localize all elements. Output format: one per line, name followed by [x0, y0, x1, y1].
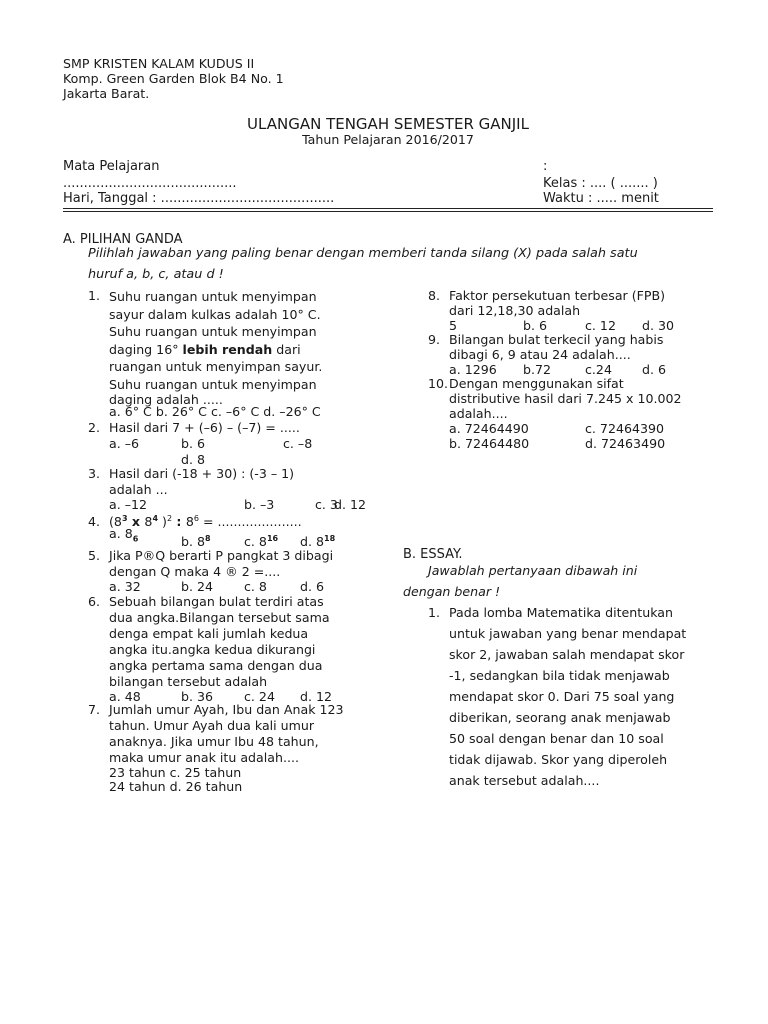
question-number: 8. — [428, 288, 441, 303]
question-text: Jumlah umur Ayah, Ibu dan Anak 123 — [109, 702, 344, 717]
subject-colon: : — [543, 159, 548, 174]
option-a: a. 72464490 — [449, 421, 529, 436]
option-d: d. 6 — [300, 579, 325, 594]
option-c: c. 8 — [244, 579, 267, 594]
option-b: b. –3 — [244, 497, 275, 512]
question-text: Hasil dari 7 + (–6) – (–7) = ..... — [109, 420, 300, 435]
essay-question-1 — [428, 605, 728, 805]
question-number: 2. — [88, 420, 101, 435]
option-a: a. –6 — [109, 436, 140, 451]
section-b-instruction-1: Jawablah pertanyaan dibawah ini — [428, 563, 638, 578]
section-a-instruction-1: Pilihlah jawaban yang paling benar dengan memberi tanda silang (X) pada salah satu — [88, 246, 638, 261]
question-text: Jika P®Q berarti P pangkat 3 dibagi — [109, 548, 334, 563]
question-text: Sebuah bilangan bulat terdiri atas — [109, 594, 324, 609]
question-text: angka pertama sama dengan dua — [109, 658, 323, 673]
option-a: a. $8_6$ — [109, 526, 139, 544]
exam-title: ULANGAN TENGAH SEMESTER GANJIL — [247, 115, 529, 133]
option-d: d. 72463490 — [585, 436, 666, 451]
class-field: Kelas : .... ( ....... ) — [543, 176, 658, 191]
question-text: Suhu ruangan untuk menyimpan — [109, 376, 317, 392]
school-address-1: Komp. Green Garden Blok B4 No. 1 — [63, 71, 284, 86]
question-text: -1, sedangkan bila tidak menjawab — [449, 668, 670, 683]
question-text: sayur dalam kulkas adalah 10° C. — [109, 306, 321, 322]
option-c: c. 3 — [315, 497, 338, 512]
question-text: dua angka.Bilangan tersebut sama — [109, 610, 330, 625]
question-text: Hasil dari (-18 + 30) : (-3 – 1) — [109, 466, 295, 481]
school-address-2: Jakarta Barat. — [63, 86, 150, 101]
question-number: 3. — [88, 466, 101, 481]
option-c: c. 24 — [244, 689, 275, 704]
option-a: a. 48 — [109, 689, 141, 704]
option-d: d. $8^{18}$ — [300, 534, 336, 550]
option-b: b. 24 — [181, 579, 214, 594]
question-number: 7. — [88, 702, 101, 717]
question-text: adalah.... — [449, 406, 508, 421]
option-c: c. $8^{16}$ — [244, 534, 279, 550]
question-text: distributive hasil dari 7.245 x 10.002 — [449, 391, 682, 406]
question-text: ($8^3$ x $8^4$ )$^2$ : $8^6$ = ..................... — [109, 514, 302, 530]
option-b: b. 6 — [181, 436, 206, 451]
option-d: d. 6 — [642, 362, 667, 377]
right-column — [428, 288, 728, 458]
question-text: anaknya. Jika umur Ibu 48 tahun, — [109, 734, 319, 749]
option-b: b. $8^8$ — [181, 534, 211, 550]
question-text: Pada lomba Matematika ditentukan — [449, 605, 673, 620]
question-number: 9. — [428, 332, 441, 347]
question-text: Faktor persekutuan terbesar (FPB) — [449, 288, 666, 303]
header-divider-top — [63, 208, 713, 209]
section-b-heading: B. ESSAY. — [403, 547, 463, 562]
subject-label: Mata Pelajaran — [63, 159, 160, 174]
option-c: c. 72464390 — [585, 421, 665, 436]
option-a: a. –12 — [109, 497, 148, 512]
question-text: bilangan tersebut adalah — [109, 674, 268, 689]
option-d: d. 12 — [334, 497, 367, 512]
answer-options: a. 6° C b. 26° C c. –6° C d. –26° C — [109, 404, 321, 419]
answer-options: 24 tahun d. 26 tahun — [109, 779, 243, 794]
section-a-instruction-2: huruf a, b, c, atau d ! — [88, 267, 224, 282]
question-text: daging 16° lebih rendah dari — [109, 341, 301, 357]
question-text: Suhu ruangan untuk menyimpan — [109, 289, 317, 304]
question-text: Dengan menggunakan sifat — [449, 376, 624, 391]
question-text: anak tersebut adalah.... — [449, 773, 600, 788]
answer-options: 23 tahun c. 25 tahun — [109, 765, 242, 780]
option-c: c. 12 — [585, 318, 616, 333]
option-b: b. 72464480 — [449, 436, 530, 451]
option-d: d. 12 — [300, 689, 333, 704]
question-text: diberikan, seorang anak menjawab — [449, 710, 671, 725]
question-number: 6. — [88, 594, 101, 609]
option-a: a. 1296 — [449, 362, 497, 377]
option-c: c.24 — [585, 362, 612, 377]
question-text: ruangan untuk menyimpan sayur. — [109, 359, 323, 374]
question-number: 1. — [88, 288, 101, 303]
question-number: 4. — [88, 514, 101, 529]
header-divider-bottom — [63, 211, 713, 212]
section-b-instruction-2: dengan benar ! — [403, 584, 501, 599]
question-text: tidak dijawab. Skor yang diperoleh — [449, 752, 668, 767]
question-text: angka itu.angka kedua dikurangi — [109, 642, 316, 657]
option-c: c. –8 — [283, 436, 313, 451]
option-d: d. 30 — [642, 318, 675, 333]
question-text: adalah ... — [109, 482, 168, 497]
option-d: d. 8 — [181, 452, 206, 467]
question-text: mendapat skor 0. Dari 75 soal yang — [449, 689, 675, 704]
option-a: a. 32 — [109, 579, 141, 594]
emphasis-text: lebih rendah — [182, 341, 273, 357]
question-text: untuk jawaban yang benar mendapat — [449, 626, 687, 641]
question-text: daging adalah ..... — [109, 392, 223, 407]
option-b: b. 36 — [181, 689, 214, 704]
question-text: dengan Q maka 4 ® 2 =.... — [109, 564, 281, 579]
question-text: denga empat kali jumlah kedua — [109, 626, 309, 641]
exam-year: Tahun Pelajaran 2016/2017 — [302, 132, 474, 147]
question-number: 1. — [428, 605, 441, 620]
option-b: b. 6 — [523, 318, 548, 333]
subject-field: .......................................... — [63, 176, 237, 191]
option-a: 5 — [449, 318, 458, 333]
question-text: tahun. Umur Ayah dua kali umur — [109, 718, 315, 733]
question-number: 10. — [428, 376, 449, 391]
section-a-heading: A. PILIHAN GANDA — [63, 232, 183, 247]
question-text: dibagi 6, 9 atau 24 adalah.... — [449, 347, 631, 362]
date-field: Hari, Tanggal : .......................................... — [63, 191, 335, 206]
question-text: 50 soal dengan benar dan 10 soal — [449, 731, 664, 746]
question-number: 5. — [88, 548, 101, 563]
option-b: b.72 — [523, 362, 552, 377]
school-name: SMP KRISTEN KALAM KUDUS II — [63, 56, 255, 71]
left-column — [88, 288, 428, 808]
question-text: Suhu ruangan untuk menyimpan — [109, 324, 317, 339]
question-text: skor 2, jawaban salah mendapat skor — [449, 647, 685, 662]
question-text: dari 12,18,30 adalah — [449, 303, 581, 318]
time-field: Waktu : ..... menit — [543, 191, 659, 206]
question-text: Bilangan bulat terkecil yang habis — [449, 332, 664, 347]
question-text: maka umur anak itu adalah.... — [109, 750, 299, 765]
